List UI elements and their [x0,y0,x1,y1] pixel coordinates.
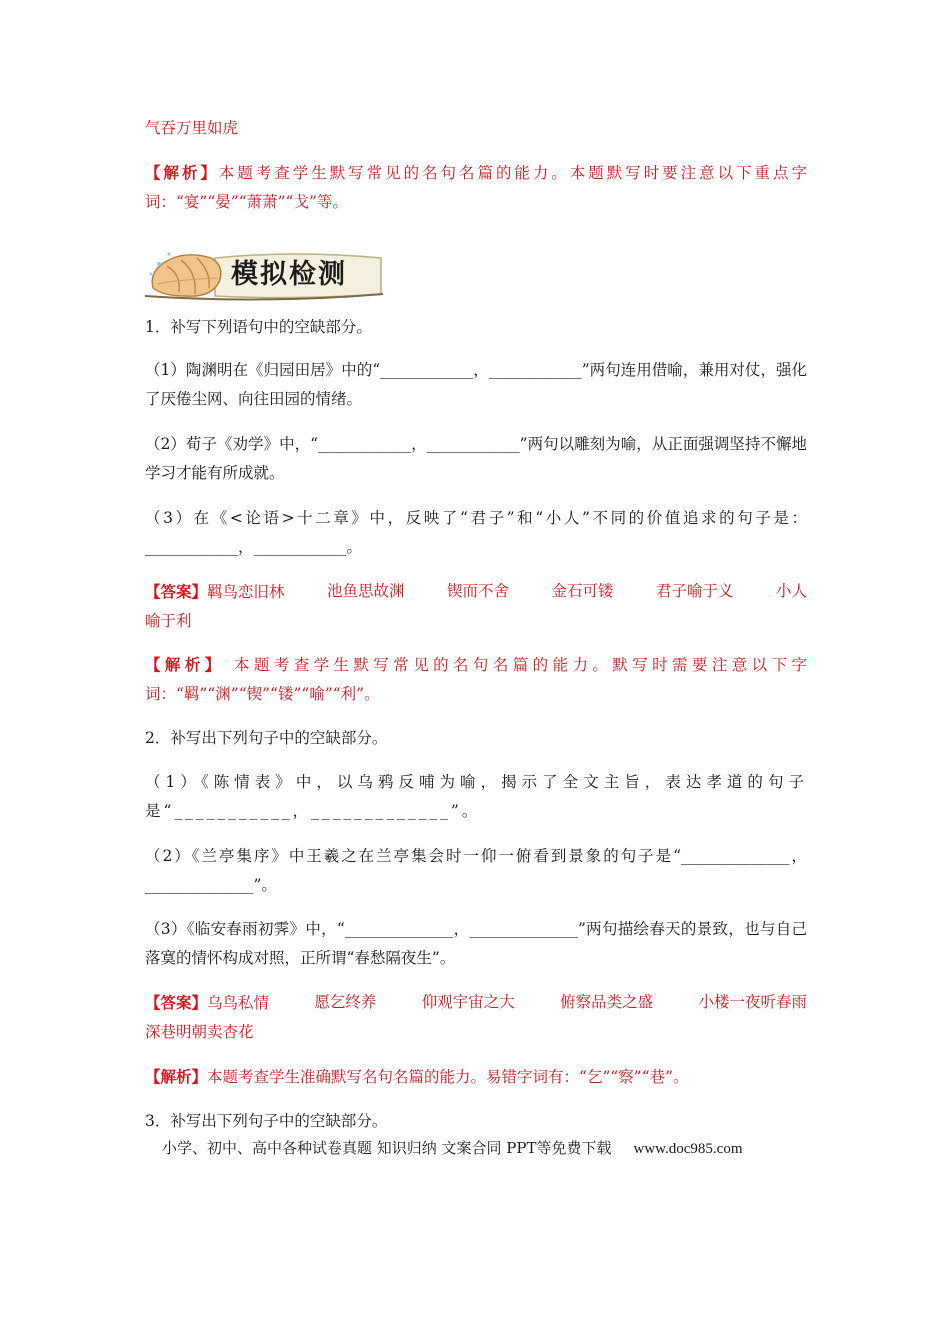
answer-item: 池鱼思故渊 [327,582,405,600]
analysis-text: 本题考查学生默写常见的名句名篇的能力。默写时需要注意以下字词：“羁”“渊”“锲”“镂”“喻”“利”。 [145,656,807,703]
question-1-analysis [145,650,807,709]
question-1-part-2: （2）荀子《劝学》中，“____________，____________”两句以雕刻为喻，从正面强调坚持不懈地学习才能有所成就。 [145,435,807,482]
question-2-part-2: （2）《兰亭集序》中王羲之在兰亭集会时一仰一俯看到景象的句子是“______________，______________”。 [145,847,807,894]
analysis-label: 【解析】 [145,655,225,674]
question-3-title: 3．补写出下列句子中的空缺部分。 [145,1112,388,1130]
answer-label: 【答案】 [145,993,208,1012]
answer-label: 【答案】 [145,582,208,601]
previous-answer-fragment: 气吞万里如虎 [145,119,239,137]
answer-item: 俯察品类之盛 [560,993,654,1011]
analysis-label: 【解析】 [145,1067,208,1086]
answer-item: 金石可镂 [551,582,614,600]
conch-shell-icon [150,252,221,296]
footer-text: 小学、初中、高中各种试卷真题 知识归纳 文案合同 PPT等免费下载 [162,1139,612,1157]
section-banner [145,244,385,304]
analysis-text: 本题考查学生准确默写名句名篇的能力。易错字词有：“乞”“察”“巷”。 [207,1068,689,1086]
answer-item: 锲而不舍 [446,582,509,600]
question-2-answer [145,988,807,1047]
answer-item: 深巷明朝卖杏花 [145,1023,254,1041]
answer-item: 君子喻于义 [655,582,734,600]
answer-item: 羁鸟恋旧林 [207,583,285,601]
question-2-title: 2．补写出下列句子中的空缺部分。 [145,729,388,747]
question-1-part-1: （1）陶渊明在《归园田居》中的“____________，____________”两句连用借喻，兼用对仗，强化了厌倦尘网、向往田园的情绪。 [145,361,807,408]
banner-title: 模拟检测 [231,259,347,290]
question-2-part-3: （3）《临安春雨初霁》中，“______________，______________”两句描绘春天的景致，也与自己落寞的情怀构成对照，正所谓“春愁隔夜生”。 [145,920,807,967]
question-1-answer [145,577,807,636]
answer-item: 乌鸟私情 [207,994,270,1012]
answer-item: 小楼一夜听春雨 [698,993,807,1011]
answer-item: 愿乞终养 [314,993,377,1011]
question-1-part-3: （3）在《<论语>十二章》中，反映了“君子”和“小人”不同的价值追求的句子是：____________，____________。 [145,509,807,556]
answer-item: 喻于利 [145,612,192,630]
question-2-analysis [145,1062,807,1092]
question-2-part-1: （1）《陈情表》中，以乌鸦反哺为喻，揭示了全文主旨，表达孝道的句子是“___________，_____________”。 [145,773,807,820]
footer-url[interactable]: www.doc985.com [633,1141,743,1157]
answer-item: 小人 [775,582,807,600]
analysis-label: 【解析】 [145,163,219,182]
previous-analysis [145,158,807,217]
page-footer [162,1136,743,1161]
analysis-text: 本题考查学生默写常见的名句名篇的能力。本题默写时要注意以下重点字词：“宴”“晏”“萧萧”“戈”等。 [145,164,807,211]
answer-item: 仰观宇宙之大 [421,993,515,1011]
question-1-title: 1．补写下列语句中的空缺部分。 [145,318,372,336]
